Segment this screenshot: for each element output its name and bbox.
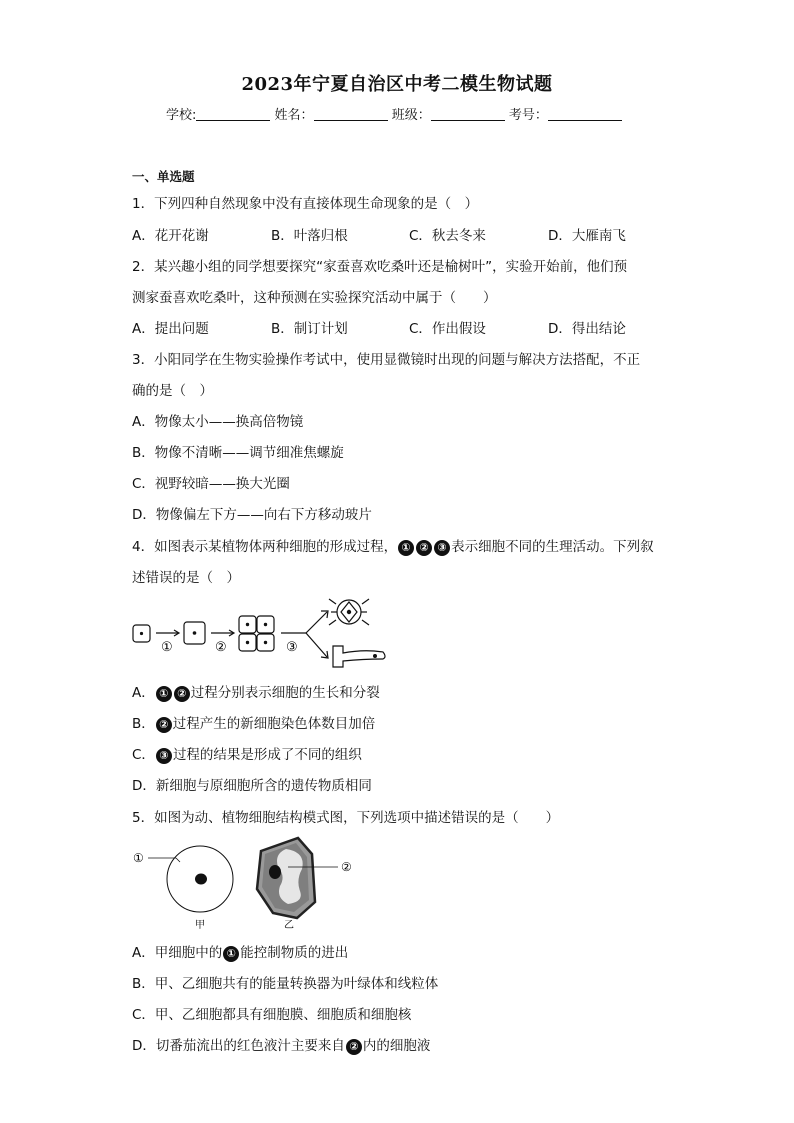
q2-option-c[interactable]: C．作出假设 xyxy=(409,321,486,337)
number-label: 考号： xyxy=(508,108,548,123)
cell-formation-figure xyxy=(128,595,393,670)
q5-stem: 5．如图为动、植物细胞结构模式图，下列选项中描述错误的是（ ） xyxy=(132,810,560,826)
q5-option-b[interactable]: B．甲、乙细胞共有的能量转换器为叶绿体和线粒体 xyxy=(132,976,439,992)
step-label-3: ③ xyxy=(286,640,298,655)
q4-option-d[interactable]: D．新细胞与原细胞所含的遗传物质相同 xyxy=(132,778,372,794)
q1-option-b[interactable]: B．叶落归根 xyxy=(271,228,348,244)
class-blank[interactable] xyxy=(431,108,505,121)
school-label: 学校: xyxy=(166,108,197,123)
q1-option-c[interactable]: C．秋去冬来 xyxy=(409,228,486,244)
q4-stem-line1: 4．如图表示某植物体两种细胞的形成过程， ① ② ③ 表示细胞不同的生理活动。下列叙 xyxy=(132,539,654,555)
q3-option-c[interactable]: C．视野较暗——换大光圈 xyxy=(132,476,290,492)
q3-stem-line1: 3．小阳同学在生物实验操作考试中，使用显微镜时出现的问题与解决方法搭配，不正 xyxy=(132,352,641,368)
q5-option-d[interactable]: D．切番茄流出的红色液汁主要来自 ② 内的细胞液 xyxy=(132,1038,431,1054)
q2-option-d[interactable]: D．得出结论 xyxy=(548,321,626,337)
page-title: 2023年宁夏自治区中考二模生物试题 xyxy=(241,74,553,95)
q2-stem-line1: 2．某兴趣小组的同学想要探究“家蚕喜欢吃桑叶还是榆树叶”，实验开始前，他们预 xyxy=(132,259,628,275)
q3-option-a[interactable]: A．物像太小——换高倍物镜 xyxy=(132,414,304,430)
label-1: ① xyxy=(133,851,144,865)
name-label: 姓名： xyxy=(274,108,314,123)
section-heading: 一、单选题 xyxy=(132,169,195,184)
q3-stem-line2: 确的是（ ） xyxy=(132,383,213,399)
q1-stem: 1．下列四种自然现象中没有直接体现生命现象的是（ ） xyxy=(132,196,479,212)
step-label-2: ② xyxy=(215,640,227,655)
q4-option-b[interactable]: B． ② 过程产生的新细胞染色体数目加倍 xyxy=(132,716,376,732)
q4-option-c[interactable]: C． ③ 过程的结果是形成了不同的组织 xyxy=(132,747,362,763)
q4-stem-line2: 述错误的是（ ） xyxy=(132,570,240,586)
q3-option-d[interactable]: D．物像偏左下方——向右下方移动玻片 xyxy=(132,507,372,523)
number-blank[interactable] xyxy=(548,108,622,121)
mark-3: ③ xyxy=(434,540,450,556)
q2-option-b[interactable]: B．制订计划 xyxy=(271,321,348,337)
plant-nucleus xyxy=(269,865,281,879)
q5-option-a[interactable]: A．甲细胞中的 ① 能控制物质的进出 xyxy=(132,945,349,961)
differentiated-cell-elongated xyxy=(333,646,385,667)
school-blank[interactable] xyxy=(196,108,270,121)
label-yi: 乙 xyxy=(284,920,294,931)
q1-option-d[interactable]: D．大雁南飞 xyxy=(548,228,626,244)
mark-1: ① xyxy=(398,540,414,556)
animal-nucleus xyxy=(195,874,207,885)
label-jia: 甲 xyxy=(195,920,205,931)
animal-plant-cell-figure xyxy=(128,834,368,934)
q2-stem-line2: 测家蚕喜欢吃桑叶，这种预测在实验探究活动中属于（ ） xyxy=(132,290,497,306)
class-label: 班级： xyxy=(391,108,431,123)
mark-2: ② xyxy=(416,540,432,556)
step-label-1: ① xyxy=(161,640,173,655)
q4-option-a[interactable]: A． ① ② 过程分别表示细胞的生长和分裂 xyxy=(132,685,380,701)
label-2: ② xyxy=(341,860,352,874)
q5-option-c[interactable]: C．甲、乙细胞都具有细胞膜、细胞质和细胞核 xyxy=(132,1007,412,1023)
name-blank[interactable] xyxy=(314,108,388,121)
q2-option-a[interactable]: A．提出问题 xyxy=(132,321,209,337)
student-info-line xyxy=(166,104,622,123)
q3-option-b[interactable]: B．物像不清晰——调节细准焦螺旋 xyxy=(132,445,344,461)
q1-option-a[interactable]: A．花开花谢 xyxy=(132,228,209,244)
